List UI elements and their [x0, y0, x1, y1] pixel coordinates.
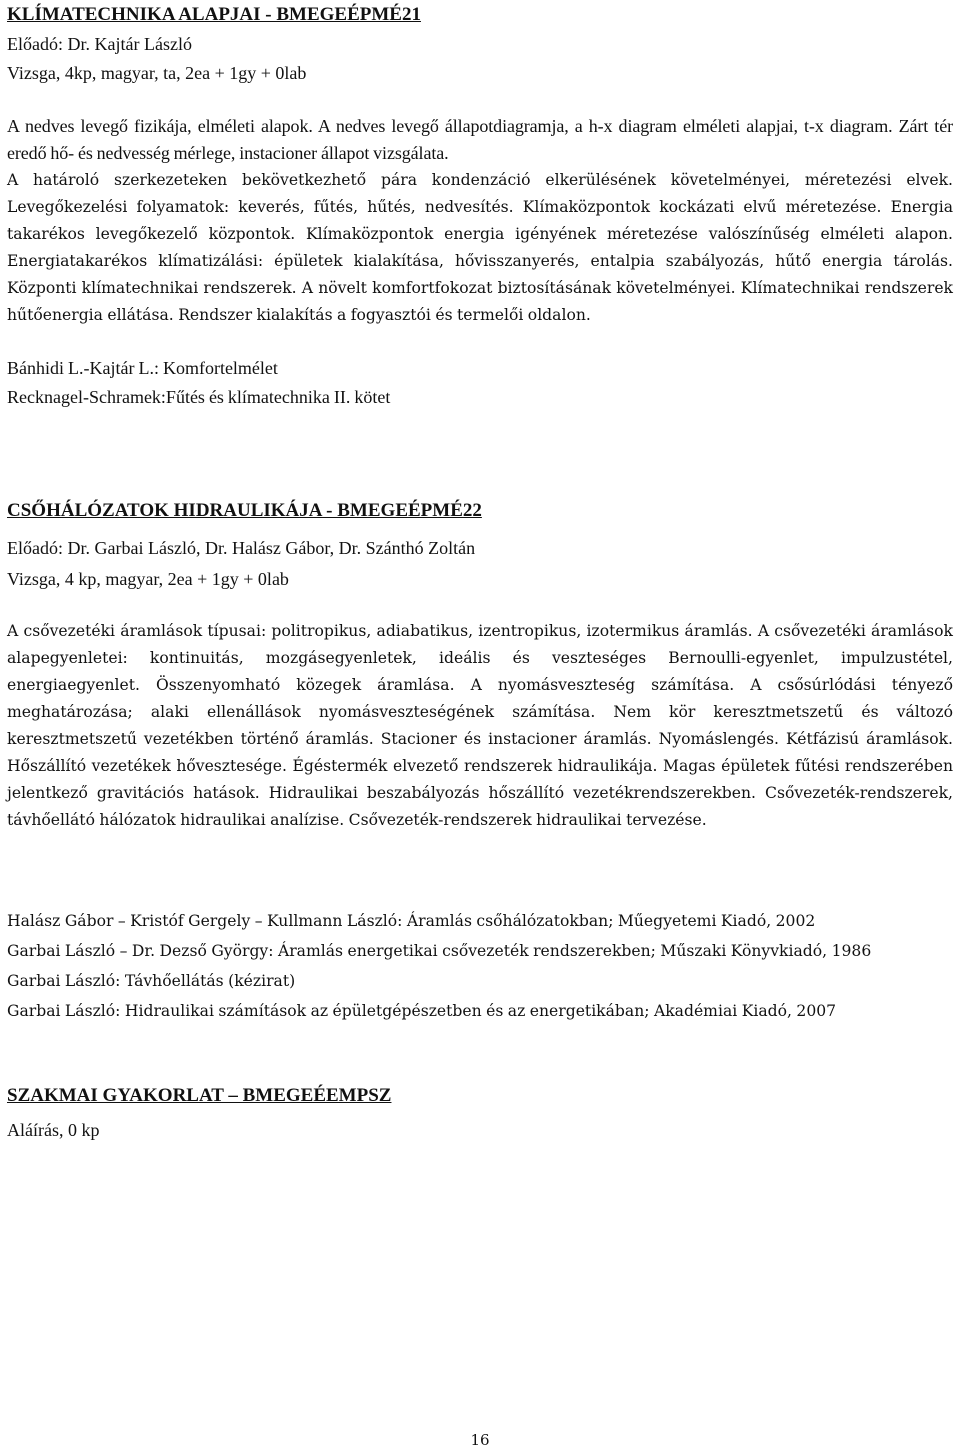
course-title: SZAKMAI GYAKORLAT – BMEGEÉEMPSZ — [7, 1085, 392, 1106]
course-exam-info: Vizsga, 4kp, magyar, ta, 2ea + 1gy + 0lab — [7, 63, 307, 83]
course-klimatechnika — [7, 3, 953, 411]
course-credit-info: Aláírás, 0 kp — [7, 1120, 100, 1140]
reference-item: Bánhidi L.-Kajtár L.: Komfortelmélet — [7, 358, 278, 378]
course-title: CSŐHÁLÓZATOK HIDRAULIKÁJA - BMEGEÉPMÉ22 — [7, 500, 482, 521]
course-exam-info: Vizsga, 4 kp, magyar, 2ea + 1gy + 0lab — [7, 569, 289, 589]
course-description: A nedves levegő fizikája, elméleti alapok. A nedves levegő állapotdiagramja, a h-x diagram elméleti alapjai, t-x diagram. Zárt tér eredő hő- és nedvesség mérlege, instacioner állapot vizsgálata. — [7, 116, 953, 163]
page-number: 16 — [470, 1431, 490, 1449]
course-lecturer: Előadó: Dr. Garbai László, Dr. Halász Gábor, Dr. Szánthó Zoltán — [7, 538, 476, 558]
reference-item: Recknagel-Schramek:Fűtés és klímatechnika II. kötet — [7, 387, 391, 407]
course-lecturer: Előadó: Dr. Kajtár László — [7, 34, 192, 54]
course-csohalozatok — [7, 499, 953, 834]
reference-item: Garbai László: Hidraulikai számítások az épületgépészetben és az energetikában; Akadémiai Kiadó, 2007 — [7, 1002, 837, 1020]
course-szakmai-gyakorlat — [7, 1084, 953, 1142]
course-description-continued: A határoló szerkezeteken bekövetkezhető pára kondenzáció elkerülésének követelményei, méretezési elvek. Levegőkezelési folyamatok: keverés, fűtés, hűtés, nedvesítés. Klímaközpontok kockázati elvű méretezése. Energia takarékos levegőkezelő központok. Klímaközpontok energia igényének méretezése valószínűség elméleti alapon. Energiatakarékos klímatizálási: épületek kialakítása, hővisszanyerés, entalpia szabályozás, hűtő energia tárolás. Központi klímatechnikai rendszerek. A növelt komfortfokozat biztosításának követelményei. Klímatechnikai rendszerek hűtőenergia ellátása. Rendszer kialakítás a fogyasztói és termelői oldalon. — [7, 171, 953, 324]
reference-item: Halász Gábor – Kristóf Gergely – Kullmann László: Áramlás csőhálózatokban; Műegyetemi Kiadó, 2002 — [7, 912, 816, 930]
reference-item: Garbai László: Távhőellátás (kézirat) — [7, 972, 296, 990]
course-description: A csővezetéki áramlások típusai: politropikus, adiabatikus, izentropikus, izotermikus áramlás. A csővezetéki áramlások alapegyenletei: kontinuitás, mozgásegyenletek, ideális és veszteséges Bernoulli-egyenlet, impulzustétel, energiaegyenlet. Összenyomható közegek áramlása. A nyomásveszteség számítása. A csősúrlódási tényező meghatározása; alaki ellenállások nyomásveszteségének számítása. Nem kör keresztmetszetű és változó keresztmetszetű vezetékben történő áramlás. Stacioner és instacioner áramlás. Nyomáslengés. Kétfázisú áramlások. Hőszállító vezetékek hővesztesége. Égéstermék elvezető rendszerek hidraulikája. Magas épületek fűtési rendszerében jelentkező gravitációs hatások. Hidraulikai beszabályozás hőszállító vezetékrendszerekben. Csővezeték-rendszerek, távhőellátó hálózatok hidraulikai analízise. Csővezeték-rendszerek hidraulikai tervezése. — [7, 622, 953, 829]
reference-list — [7, 908, 953, 1025]
reference-item: Garbai László – Dr. Dezső György: Áramlás energetikai csővezeték rendszerekben; Műszaki Könyvkiadó, 1986 — [7, 942, 872, 960]
course-title: KLÍMATECHNIKA ALAPJAI - BMEGEÉPMÉ21 — [7, 4, 421, 25]
